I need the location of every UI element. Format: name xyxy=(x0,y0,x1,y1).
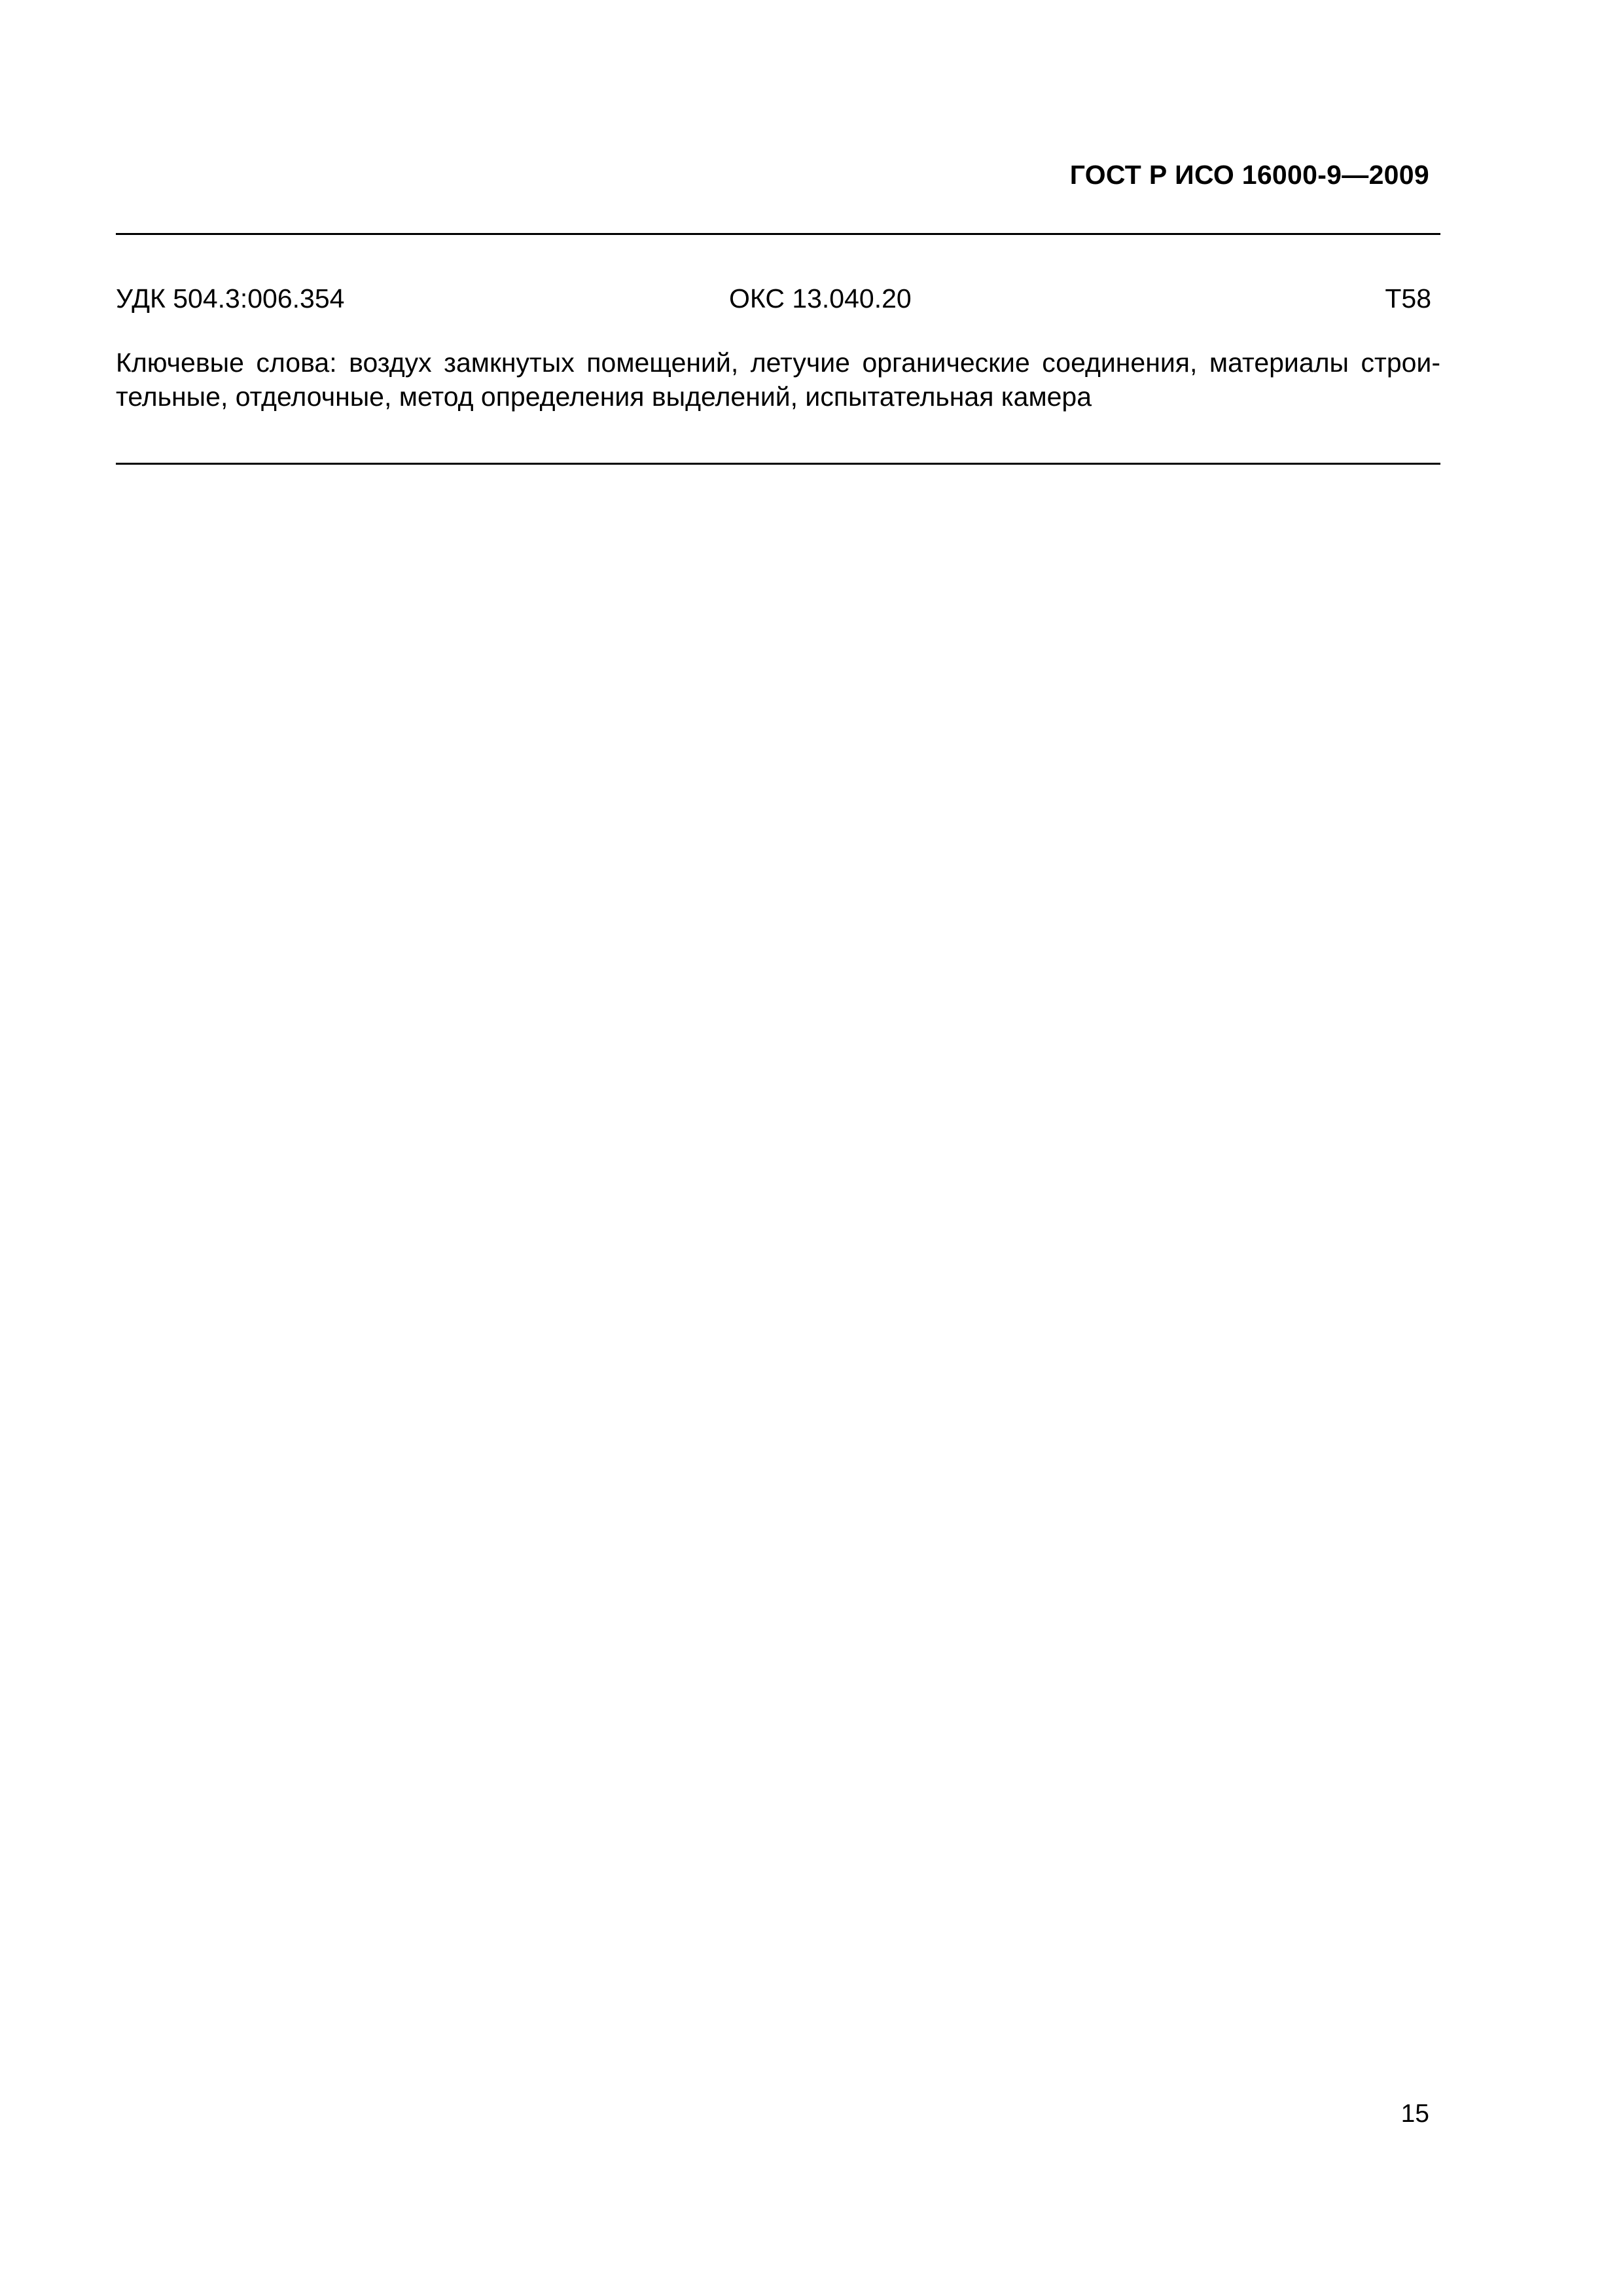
t-code: Т58 xyxy=(1385,283,1431,314)
classification-row xyxy=(116,283,1440,316)
keywords-block xyxy=(116,346,1440,414)
bottom-divider xyxy=(116,463,1440,465)
keywords-line-1: Ключевые слова: воздух замкнутых помещений, летучие органические соединения, материалы строи- xyxy=(116,348,1440,378)
udk-code: УДК 504.3:006.354 xyxy=(116,283,345,314)
page-number: 15 xyxy=(1400,2100,1429,2128)
top-divider xyxy=(116,233,1440,235)
keywords-line-2: тельные, отделочные, метод определения выделений, испытательная камера xyxy=(116,382,1092,412)
oks-code: ОКС 13.040.20 xyxy=(729,283,912,314)
document-header-standard-id: ГОСТ Р ИСО 16000-9—2009 xyxy=(1069,160,1429,190)
